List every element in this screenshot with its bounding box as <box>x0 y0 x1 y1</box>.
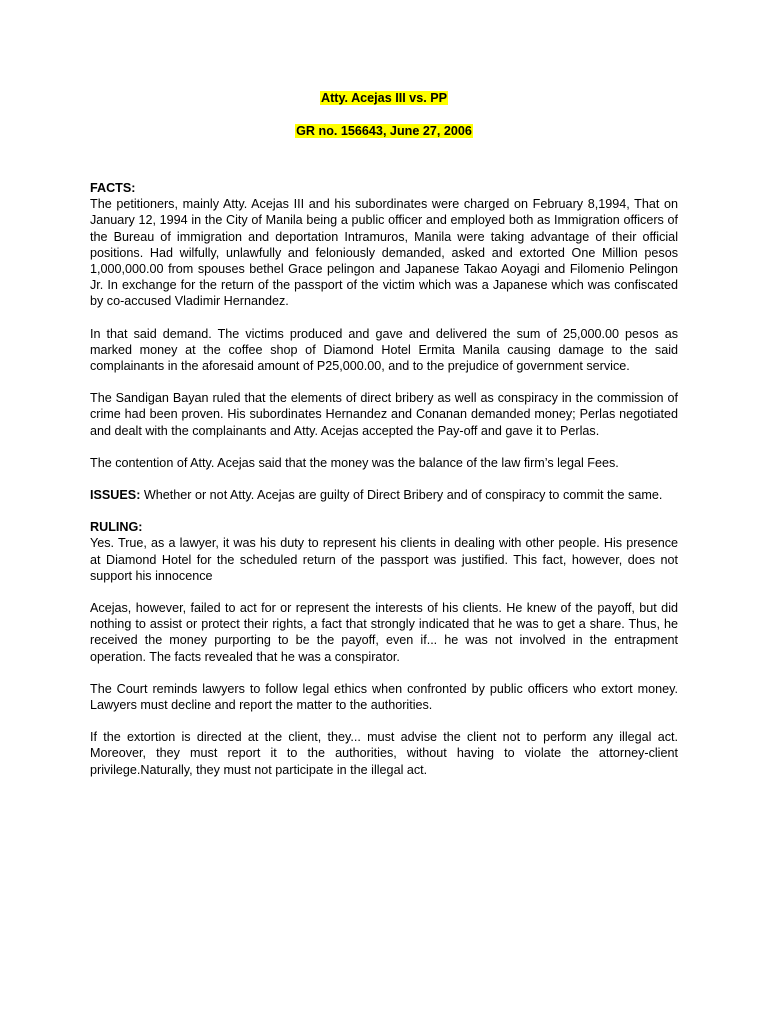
ruling-paragraph: Yes. True, as a lawyer, it was his duty to represent his clients in dealing with other people. His presence at Diamond Hotel for the scheduled return of the passport was justified. This fact, however, does not support his innocence <box>90 536 678 583</box>
issues-heading: ISSUES: <box>90 488 141 503</box>
issues-paragraph <box>90 487 678 503</box>
case-title: Atty. Acejas III vs. PP <box>321 91 447 105</box>
facts-paragraph: The contention of Atty. Acejas said that the money was the balance of the law firm’s legal Fees. <box>90 455 619 470</box>
facts-paragraph: In that said demand. The victims produced and gave and delivered the sum of 25,000.00 pesos as marked money at the coffee shop of Diamond Hotel Ermita Manila causing damage to the said complainants in the aforesaid amount of P25,000.00, and to the prejudice of government service. <box>90 326 678 374</box>
title-block <box>90 90 678 139</box>
ruling-paragraph: If the extortion is directed at the client, they... must advise the client not to perform any illegal act. Moreover, they must report it to the authorities, without having to violate the attorney-client privilege.Naturally, they must not participate in the illegal act. <box>90 730 678 777</box>
gr-number: GR no. 156643, June 27, 2006 <box>296 124 472 138</box>
ruling-heading: RULING: <box>90 520 143 535</box>
ruling-paragraph: The Court reminds lawyers to follow legal ethics when confronted by public officers who extort money. Lawyers must decline and report the matter to the authorities. <box>90 681 678 713</box>
document-page <box>90 90 678 794</box>
facts-paragraph: The Sandigan Bayan ruled that the elements of direct bribery as well as conspiracy in the commission of crime had been proven. His subordinates Hernandez and Conanan demanded money; Perlas negotiated and dealt with the complainants and Atty. Acejas accepted the Pay-off and gave it to Perlas. <box>90 391 678 438</box>
ruling-paragraph: Acejas, however, failed to act for or represent the interests of his clients. He knew of the payoff, but did nothing to assist or protect their rights, a fact that strongly indicated that he was to get a share. Thus, he received the money purporting to be the payoff, even if... he was not involved in the entrapment operation. The facts revealed that he was a conspirator. <box>90 601 678 664</box>
issues-text: Whether or not Atty. Acejas are guilty of Direct Bribery and of conspiracy to commit the same. <box>140 488 663 503</box>
facts-heading: FACTS: <box>90 181 136 195</box>
facts-paragraph: The petitioners, mainly Atty. Acejas III and his subordinates were charged on February 8,1994, That on January 12, 1994 in the City of Manila being a public officer and employed both as Immigration officers of the Bureau of immigration and deportation Intramuros, Manila were taking advantage of their official positions. Had wilfully, unlawfully and feloniously demanded, asked and extorted One Million pesos 1,000,000.00 from spouses bethel Grace pelingon and Japanese Takao Aoyagi and Filomenio Pelingon Jr. In exchange for the return of the passport of the victim which was a Japanese which was confiscated by co-accused Vladimir Hernandez. <box>90 197 678 309</box>
